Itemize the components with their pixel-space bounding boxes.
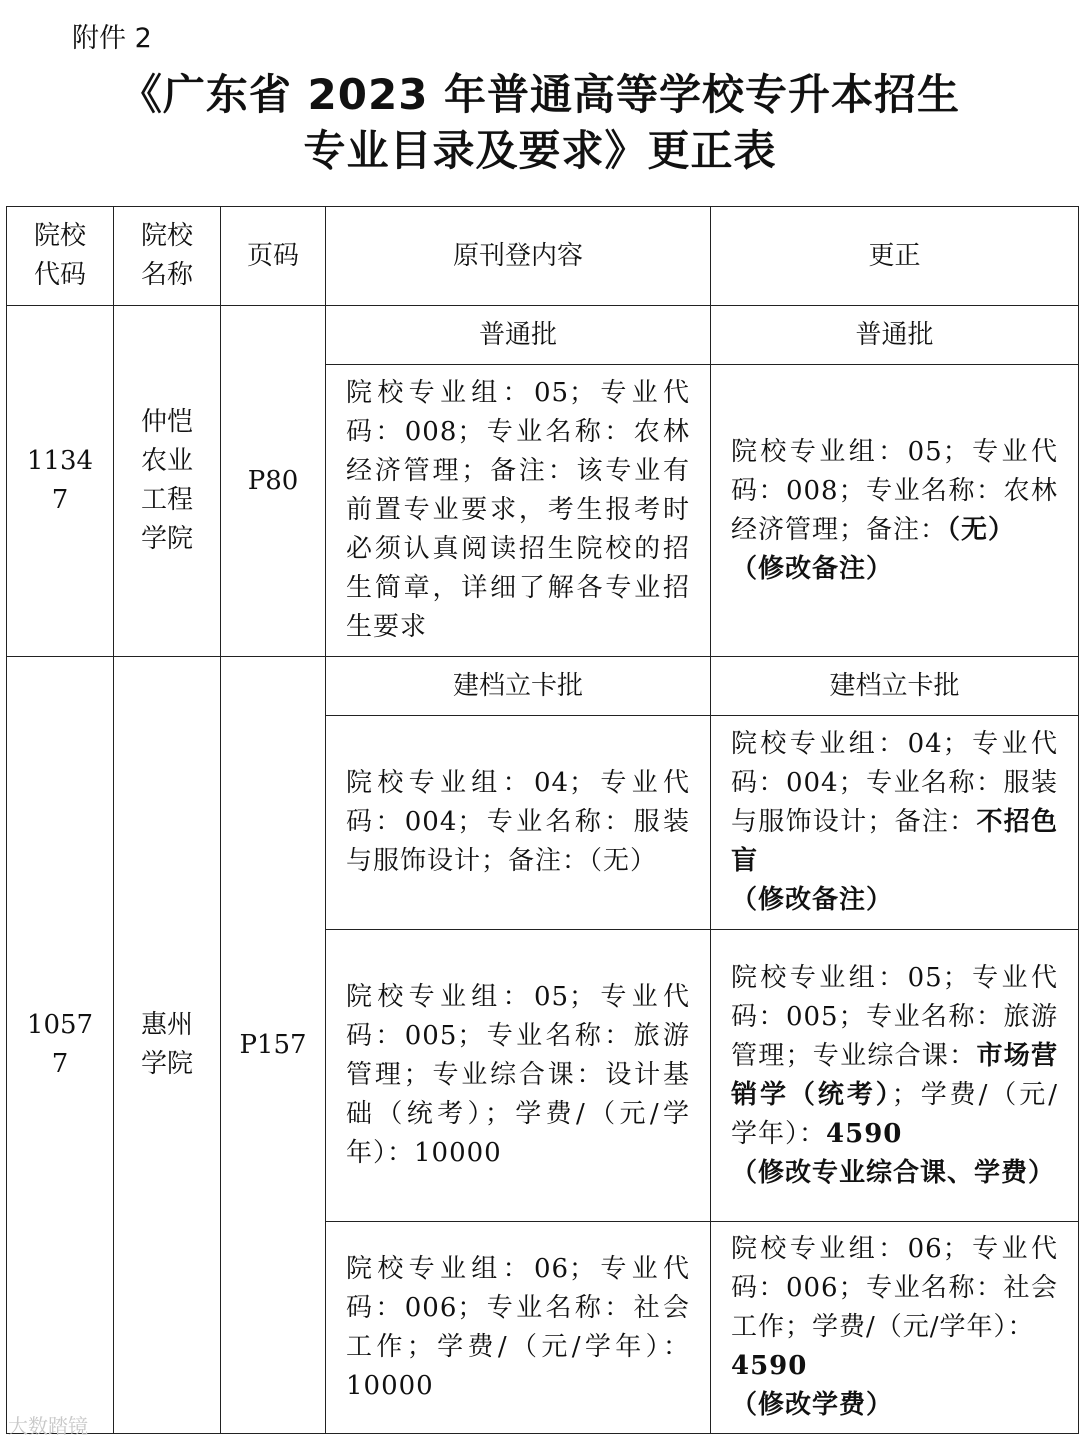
correction-content: 院校专业组：06；专业代码：006；专业名称：社会工作；学费/（元/学年）： 4590 （修改学费） bbox=[711, 1222, 1079, 1434]
school-code: 1057 7 bbox=[7, 657, 114, 1434]
page-number: P80 bbox=[221, 306, 326, 657]
table-header-row bbox=[7, 207, 1079, 306]
school-name: 惠州 学院 bbox=[114, 657, 221, 1434]
batch-correction: 普通批 bbox=[711, 306, 1079, 365]
header-correction: 更正 bbox=[711, 207, 1079, 306]
correction-content: 院校专业组：05；专业代码：008；专业名称：农林经济管理；备注：（无） （修改备注） bbox=[711, 365, 1079, 657]
page-title-line-1: 《广东省 2023 年普通高等学校专升本招生 bbox=[119, 70, 961, 119]
header-school-name: 院校 名称 bbox=[114, 207, 221, 306]
attachment-label: 附件 2 bbox=[72, 23, 152, 54]
table-row bbox=[7, 657, 1079, 716]
batch-original: 普通批 bbox=[326, 306, 711, 365]
school-name: 仲恺 农业 工程 学院 bbox=[114, 306, 221, 657]
original-content: 院校专业组：04；专业代码：004；专业名称：服装与服饰设计；备注：（无） bbox=[326, 716, 711, 930]
correction-content: 院校专业组：04；专业代码：004；专业名称：服装与服饰设计；备注：不招色盲 （修改备注） bbox=[711, 716, 1079, 930]
batch-original: 建档立卡批 bbox=[326, 657, 711, 716]
school-code: 1134 7 bbox=[7, 306, 114, 657]
header-original: 原刊登内容 bbox=[326, 207, 711, 306]
page-title-line-2: 专业目录及要求》更正表 bbox=[303, 126, 777, 175]
table-row bbox=[7, 306, 1079, 365]
correction-table bbox=[6, 206, 1079, 1434]
page-number: P157 bbox=[221, 657, 326, 1434]
original-content: 院校专业组：05；专业代码：008；专业名称：农林经济管理；备注：该专业有前置专业要求，考生报考时必须认真阅读招生院校的招生简章，详细了解各专业招生要求 bbox=[326, 365, 711, 657]
batch-correction: 建档立卡批 bbox=[711, 657, 1079, 716]
correction-content: 院校专业组：05；专业代码：005；专业名称：旅游管理；专业综合课：市场营销学（统考）；学费/（元/学年）：4590 （修改专业综合课、学费） bbox=[711, 930, 1079, 1222]
original-content: 院校专业组：06；专业代码：006；专业名称：社会工作；学费/（元/学年）：10000 bbox=[326, 1222, 711, 1434]
watermark: 大数踏镜 bbox=[8, 1414, 88, 1438]
header-school-code: 院校 代码 bbox=[7, 207, 114, 306]
original-content: 院校专业组：05；专业代码：005；专业名称：旅游管理；专业综合课：设计基础（统考）；学费/（元/学年）：10000 bbox=[326, 930, 711, 1222]
header-page: 页码 bbox=[221, 207, 326, 306]
